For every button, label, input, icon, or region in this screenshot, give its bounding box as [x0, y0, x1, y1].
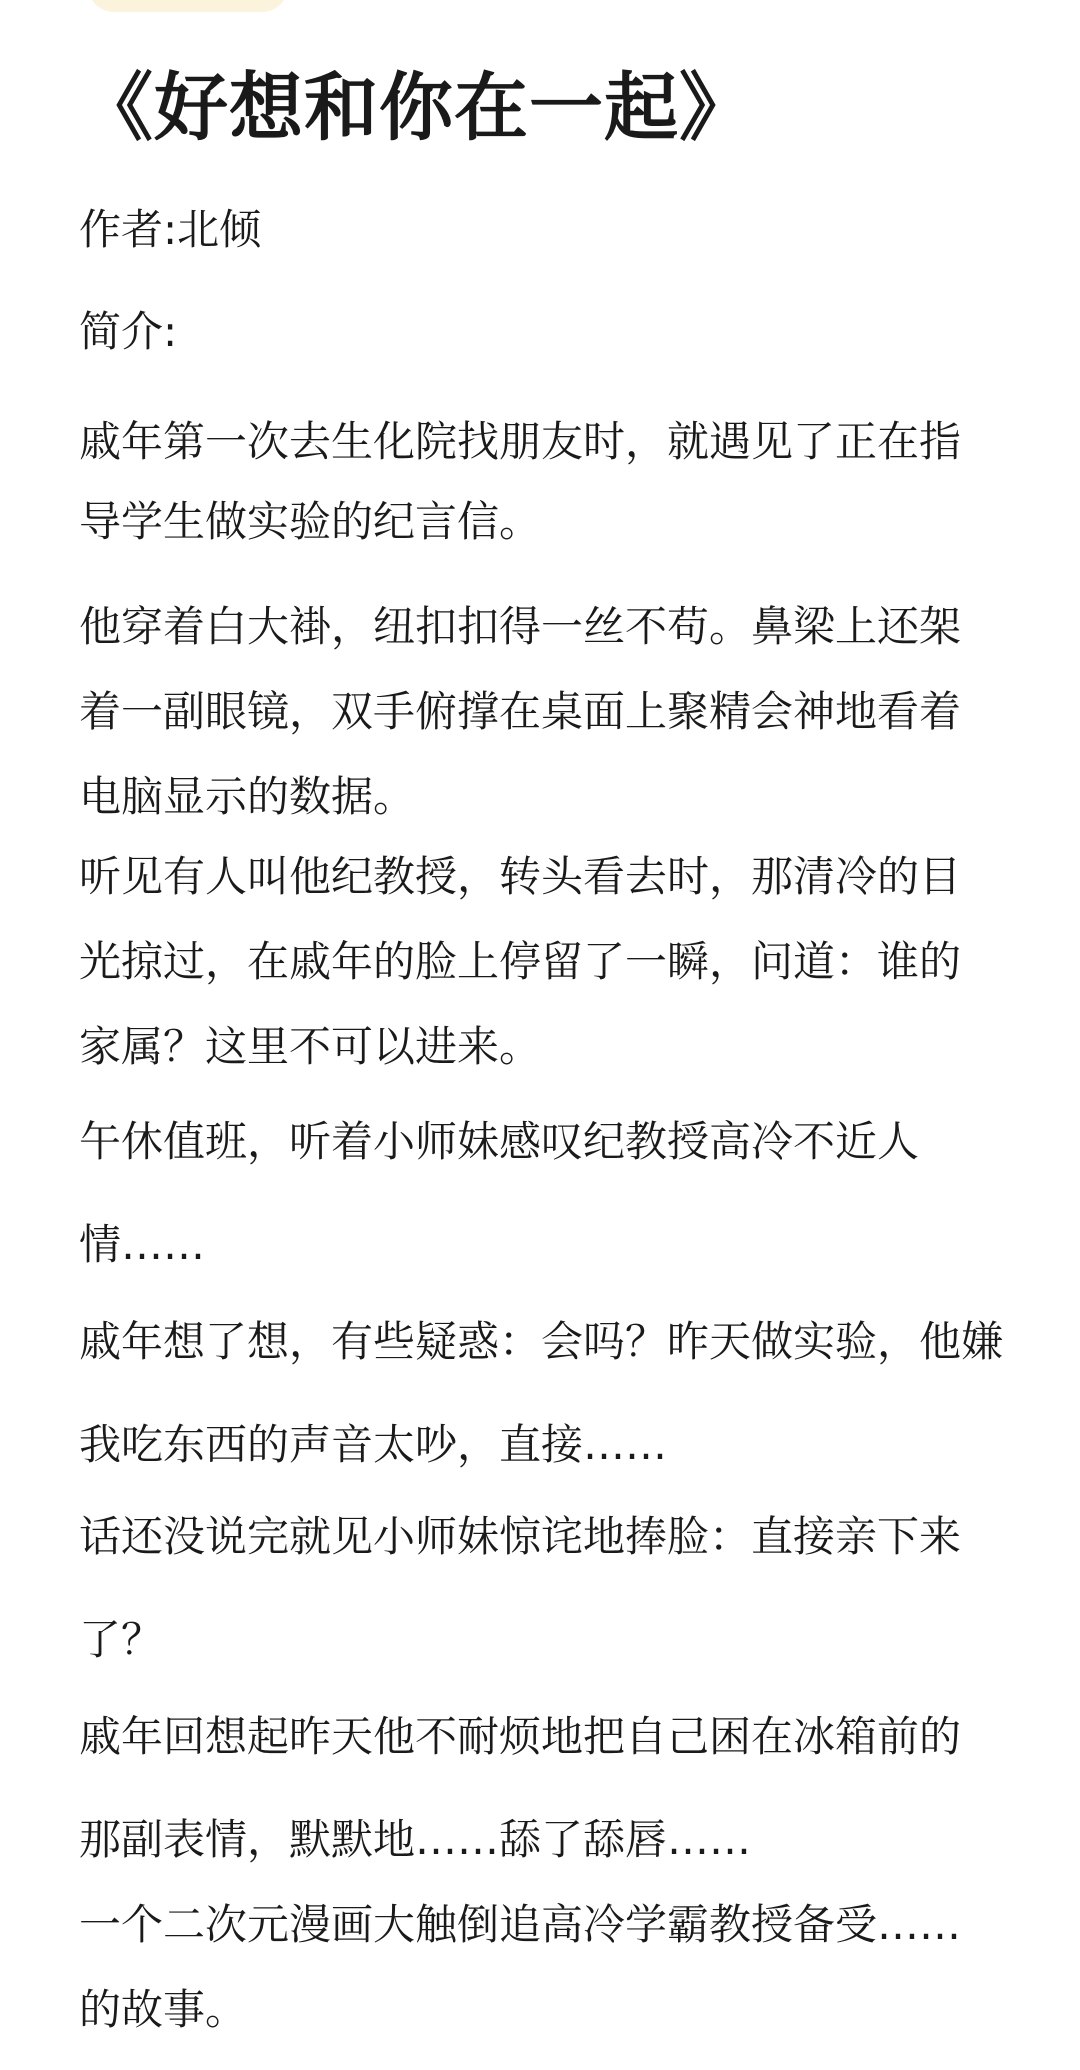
paragraph-line: 电脑显示的数据。	[79, 772, 416, 821]
intro-paragraph	[79, 1090, 919, 1296]
paragraph-line: 戚年回想起昨天他不耐烦地把自己困在冰箱前的	[79, 1712, 962, 1761]
author-line: 作者:北倾	[79, 205, 262, 254]
paragraph-line: 导学生做实验的纪言信。	[79, 497, 542, 546]
book-title: 《好想和你在一起》	[79, 65, 754, 151]
paragraph-line: 了？	[79, 1615, 164, 1664]
paragraph-line: 戚年第一次去生化院找朋友时，就遇见了正在指	[79, 417, 962, 466]
paragraph-line: 听见有人叫他纪教授，转头看去时，那清冷的目	[79, 852, 962, 901]
paragraph-line: 他穿着白大褂，纽扣扣得一丝不苟。鼻梁上还架	[79, 602, 962, 651]
paragraph-line: 戚年想了想，有些疑惑：会吗？昨天做实验，他嫌	[79, 1317, 1004, 1366]
intro-paragraph	[79, 834, 961, 1089]
intro-paragraph	[79, 1882, 961, 2052]
paragraph-line: 光掠过，在戚年的脸上停留了一瞬，问道：谁的	[79, 937, 962, 986]
intro-label: 简介:	[79, 307, 178, 356]
intro-paragraph	[79, 1485, 961, 1691]
intro-paragraph	[79, 584, 961, 839]
paragraph-line: 午休值班，听着小师妹感叹纪教授高冷不近人	[79, 1117, 920, 1166]
intro-paragraph	[79, 1290, 1003, 1496]
intro-paragraph	[79, 1685, 961, 1891]
paragraph-line: 一个二次元漫画大触倒追高冷学霸教授备受……	[79, 1900, 962, 1949]
paragraph-line: 着一副眼镜，双手俯撑在桌面上聚精会神地看着	[79, 687, 962, 736]
top-tab	[88, 0, 288, 12]
intro-paragraph	[79, 402, 961, 562]
paragraph-line: 情……	[79, 1220, 206, 1269]
paragraph-line: 的故事。	[79, 1985, 248, 2034]
paragraph-line: 我吃东西的声音太吵，直接……	[79, 1420, 668, 1469]
paragraph-line: 话还没说完就见小师妹惊诧地捧脸：直接亲下来	[79, 1512, 962, 1561]
paragraph-line: 那副表情，默默地……舔了舔唇……	[79, 1815, 752, 1864]
paragraph-line: 家属？这里不可以进来。	[79, 1022, 542, 1071]
